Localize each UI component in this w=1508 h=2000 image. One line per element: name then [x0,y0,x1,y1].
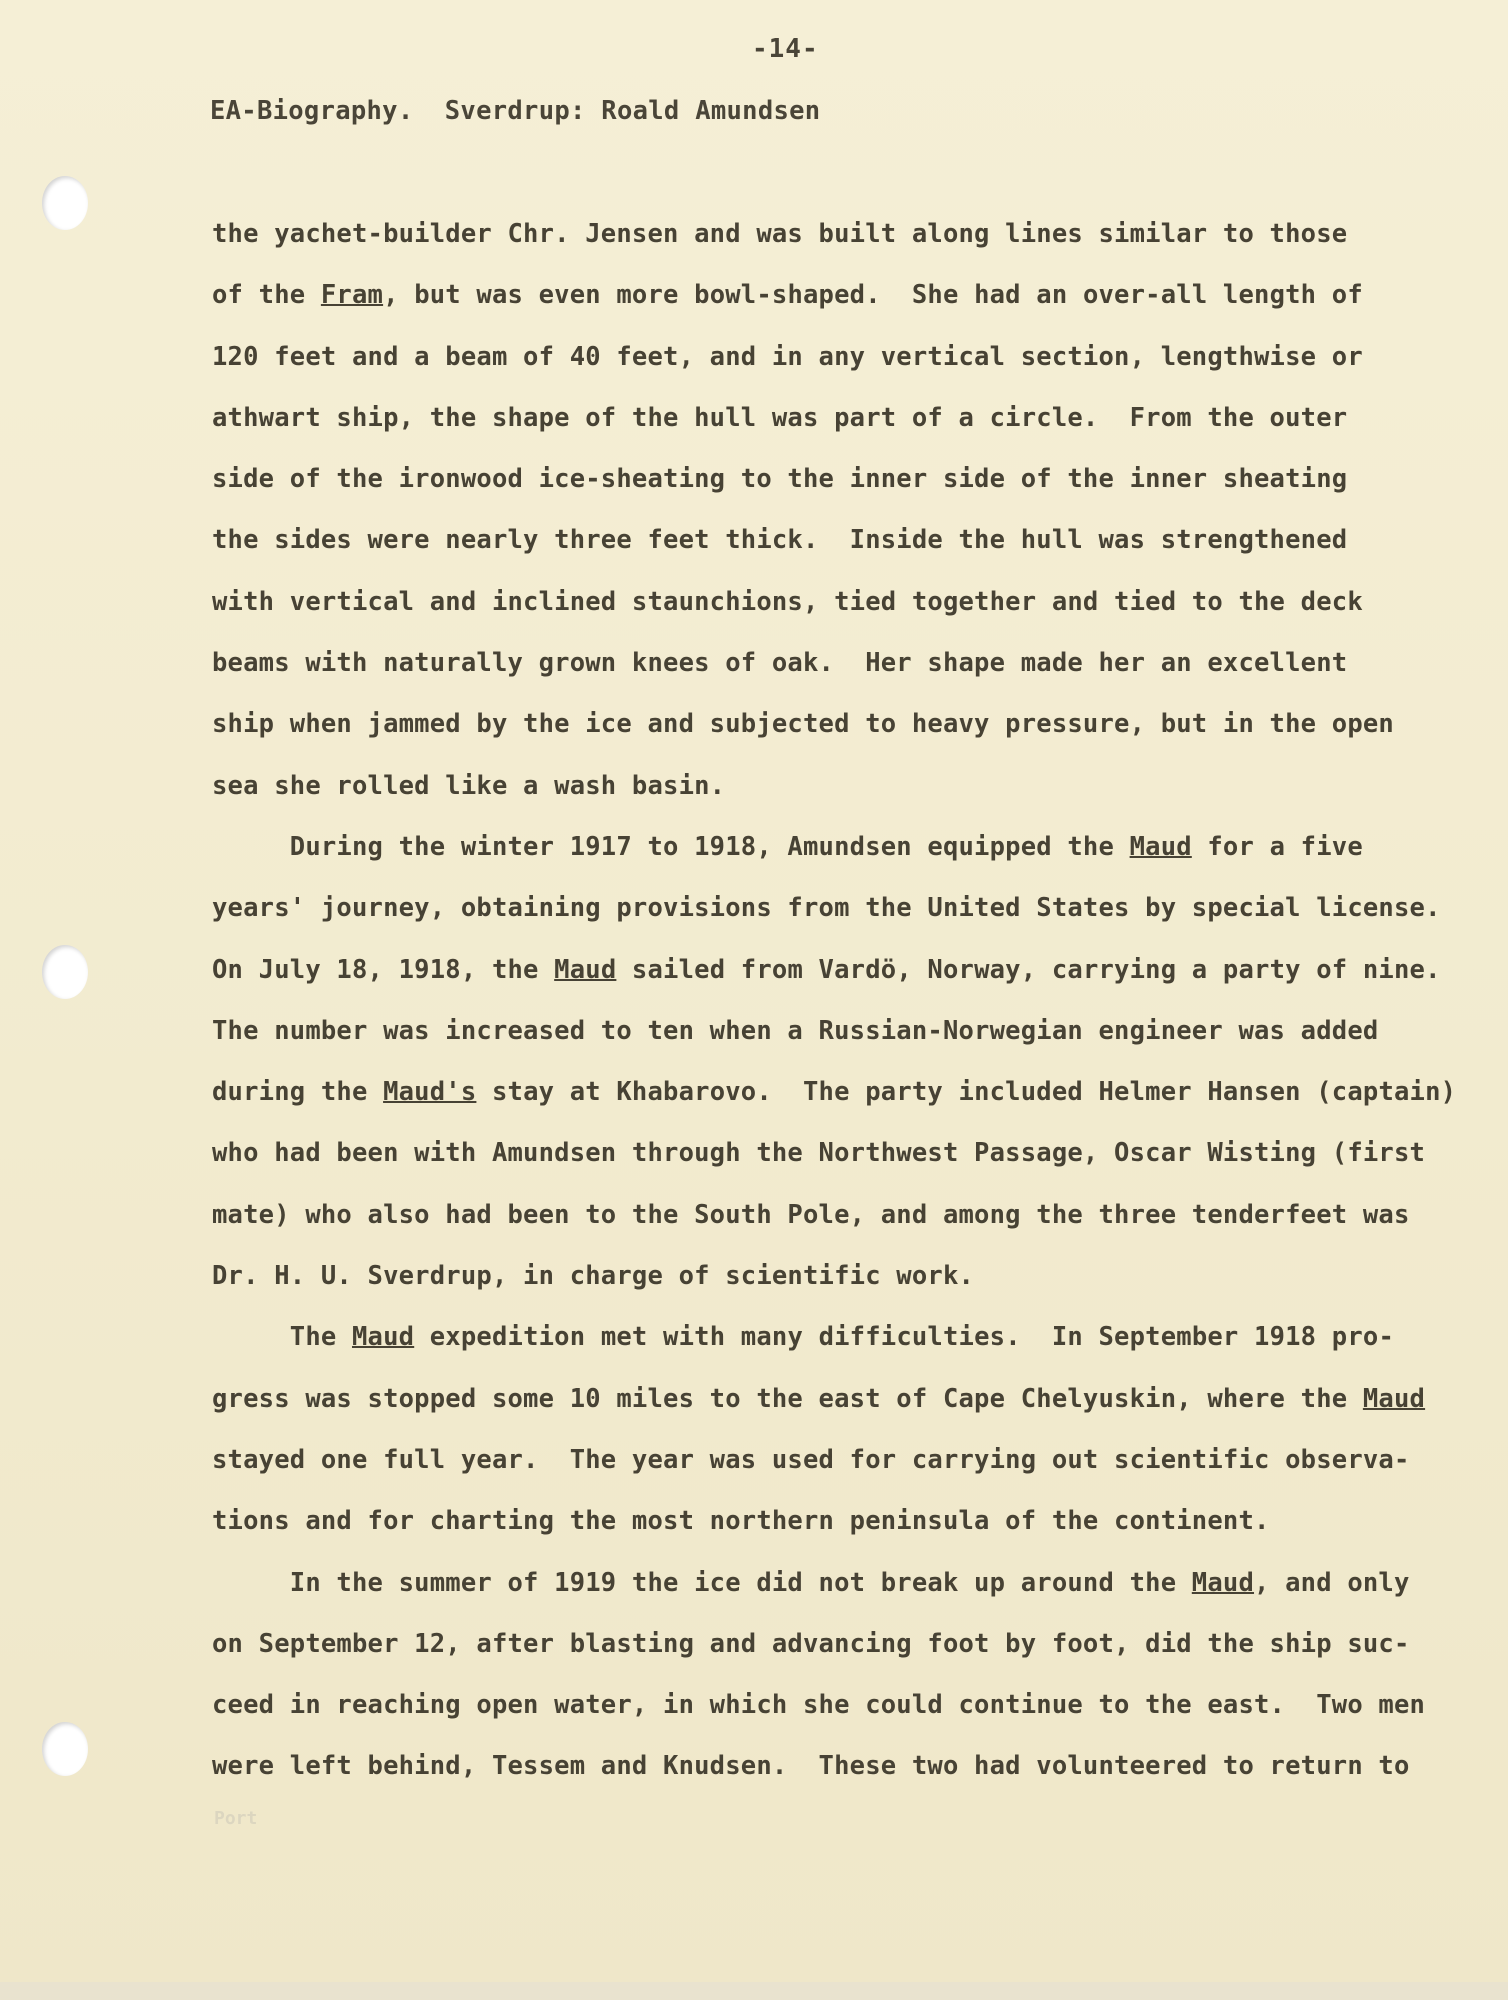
text-segment: In the summer of 1919 the ice did not break up around the [212,1567,1192,1598]
text-line [212,214,1452,275]
text-line [212,398,1452,459]
text-segment: during the [212,1077,384,1108]
text-segment: tions and for charting the most northern peninsula of the continent. [212,1506,1270,1537]
text-line [212,766,1452,827]
text-line [212,1195,1452,1256]
text-line [212,1379,1452,1440]
text-segment: years' journey, obtaining provisions from the United States by special license. [212,893,1441,924]
text-segment: 120 feet and a beam of 40 feet, and in any vertical section, lengthwise or [212,341,1363,372]
text-line [212,888,1452,949]
text-line [212,1685,1452,1746]
underlined-ship-name: Maud [351,1322,415,1353]
text-line [212,1317,1452,1378]
underlined-ship-name: Maud [1129,831,1192,862]
text-line [212,1440,1452,1501]
text-segment: the yachet-builder Chr. Jensen and was built along lines similar to those [212,219,1348,249]
bleed-through-text: Port [214,1808,258,1829]
underlined-ship-name: Maud [1191,1567,1255,1598]
text-segment: , and only [1254,1567,1410,1598]
text-segment: stay at Khabarovo. The party included Helmer Hansen (captain) [476,1077,1457,1108]
text-segment: , but was even more bowl-shaped. She had an over-all length of [383,280,1363,311]
text-line [212,1256,1452,1317]
text-line [212,1563,1452,1624]
text-segment: with vertical and inclined staunchions, tied together and tied to the deck [212,586,1363,617]
text-segment: of the [212,280,321,311]
text-segment: The number was increased to ten when a Russian-Norwegian engineer was added [212,1015,1379,1046]
text-line [212,459,1452,520]
text-line [212,1746,1452,1807]
binder-hole-top [42,176,88,230]
text-line [212,1072,1457,1133]
text-line [212,827,1452,888]
text-line [212,643,1452,704]
text-line [212,1624,1452,1685]
text-segment: sea she rolled like a wash basin. [212,770,726,801]
text-segment: sailed from Vardö, Norway, carrying a party of nine. [616,954,1441,985]
text-segment: Dr. H. U. Sverdrup, in charge of scientific work. [212,1261,975,1292]
binder-hole-middle [42,945,88,999]
text-segment: During the winter 1917 to 1918, Amundsen equipped the [212,831,1130,862]
underlined-ship-name: Maud's [383,1077,477,1108]
text-line [212,1011,1452,1072]
text-segment: stayed one full year. The year was used for carrying out scientific observa- [212,1444,1410,1475]
text-line [212,1133,1452,1194]
page-number: -14- [752,34,819,64]
text-line [212,520,1452,581]
text-line [212,704,1452,765]
text-line [212,582,1452,643]
underlined-ship-name: Maud [554,954,617,985]
text-line [212,275,1452,336]
text-segment: ship when jammed by the ice and subjected to heavy pressure, but in the open [212,709,1394,740]
text-segment: athwart ship, the shape of the hull was part of a circle. From the outer [212,402,1348,433]
text-segment: the sides were nearly three feet thick. Inside the hull was strengthened [212,525,1348,556]
binder-hole-bottom [42,1722,88,1776]
text-segment: side of the ironwood ice-sheating to the inner side of the inner sheating [212,464,1348,495]
text-segment: gress was stopped some 10 miles to the east of Cape Chelyuskin, where the [212,1383,1363,1414]
text-segment: were left behind, Tessem and Knudsen. These two had volunteered to return to [212,1751,1410,1782]
text-segment: for a five [1191,831,1363,862]
text-line [212,337,1452,398]
underlined-ship-name: Fram [320,280,384,311]
text-segment: ceed in reaching open water, in which she could continue to the east. Two men [212,1690,1426,1721]
text-segment: On July 18, 1918, the [212,954,555,985]
text-segment: on September 12, after blasting and advancing foot by foot, did the ship suc- [212,1628,1410,1659]
text-segment: beams with naturally grown knees of oak. Her shape made her an excellent [212,648,1348,679]
text-line [212,1501,1452,1562]
body-text [212,214,1457,1808]
running-header: EA-Biography. Sverdrup: Roald Amundsen [210,96,821,126]
text-segment: who had been with Amundsen through the Northwest Passage, Oscar Wisting (first [212,1138,1426,1169]
text-segment: mate) who also had been to the South Pole, and among the three tenderfeet was [212,1199,1410,1230]
text-segment: expedition met with many difficulties. In September 1918 pro- [414,1322,1394,1353]
text-segment: The [212,1322,352,1353]
text-line [212,950,1452,1011]
underlined-ship-name: Maud [1362,1383,1426,1414]
